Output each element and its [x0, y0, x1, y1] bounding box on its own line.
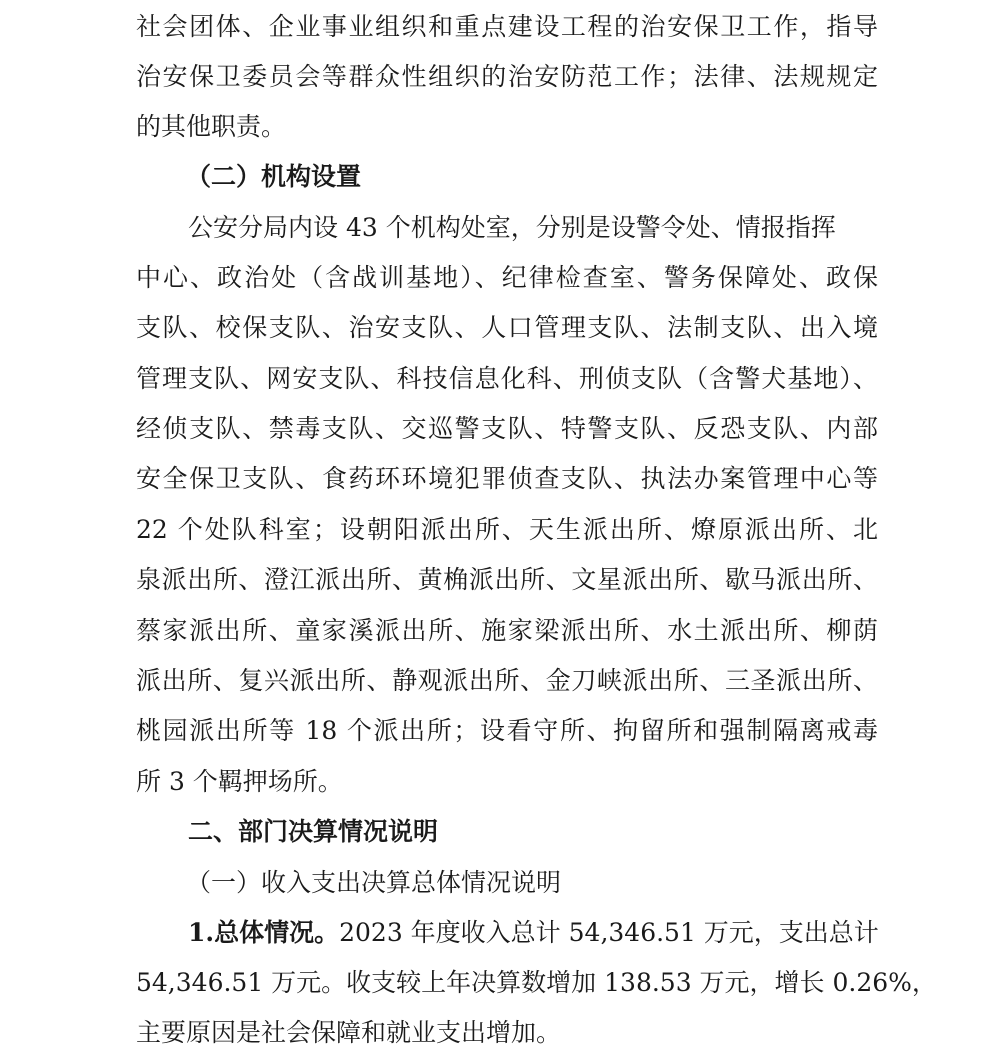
paragraph-line: 所 3 个羁押场所。 [136, 767, 343, 796]
paragraph-line: 经侦支队、禁毒支队、交巡警支队、特警支队、反恐支队、内部 [136, 414, 878, 443]
paragraph-line: 安全保卫支队、食药环环境犯罪侦查支队、执法办案管理中心等 [136, 464, 878, 493]
paragraph-line: 派出所、复兴派出所、静观派出所、金刀峡派出所、三圣派出所、 [136, 666, 878, 695]
paragraph-line: 桃园派出所等 18 个派出所；设看守所、拘留所和强制隔离戒毒 [136, 716, 878, 745]
paragraph-line: 社会团体、企业事业组织和重点建设工程的治安保卫工作，指导 [136, 12, 878, 41]
paragraph-line: 管理支队、网安支队、科技信息化科、刑侦支队（含警犬基地）、 [136, 364, 878, 393]
paragraph-line: 中心、政治处（含战训基地）、纪律检查室、警务保障处、政保 [136, 263, 878, 292]
paragraph-line: 蔡家派出所、童家溪派出所、施家梁派出所、水土派出所、柳荫 [136, 616, 878, 645]
paragraph-line: 治安保卫委员会等群众性组织的治安防范工作；法律、法规规定 [136, 62, 878, 91]
paragraph-line: 的其他职责。 [136, 112, 287, 141]
subsection-heading: （一）收入支出决算总体情况说明 [186, 868, 562, 897]
paragraph-line: 主要原因是社会保障和就业支出增加。 [136, 1018, 562, 1047]
section-heading-org: （二）机构设置 [186, 162, 362, 191]
paragraph-line: 22 个处队科室；设朝阳派出所、天生派出所、燎原派出所、北 [136, 515, 878, 544]
paragraph-line [188, 908, 878, 958]
paragraph-line: 54,346.51 万元。收支较上年决算数增加 138.53 万元，增长 0.26%， [136, 968, 937, 997]
section-heading-budget: 二、部门决算情况说明 [188, 817, 439, 846]
paragraph-text: 2023 年度收入总计 54,346.51 万元，支出总计 [339, 918, 879, 947]
lead-text: 1.总体情况。 [188, 918, 340, 947]
paragraph-line: 泉派出所、澄江派出所、黄桷派出所、文星派出所、歇马派出所、 [136, 565, 878, 594]
paragraph-line: 公安分局内设 43 个机构处室，分别是设警令处、情报指挥 [188, 213, 836, 242]
paragraph-line: 支队、校保支队、治安支队、人口管理支队、法制支队、出入境 [136, 313, 878, 342]
